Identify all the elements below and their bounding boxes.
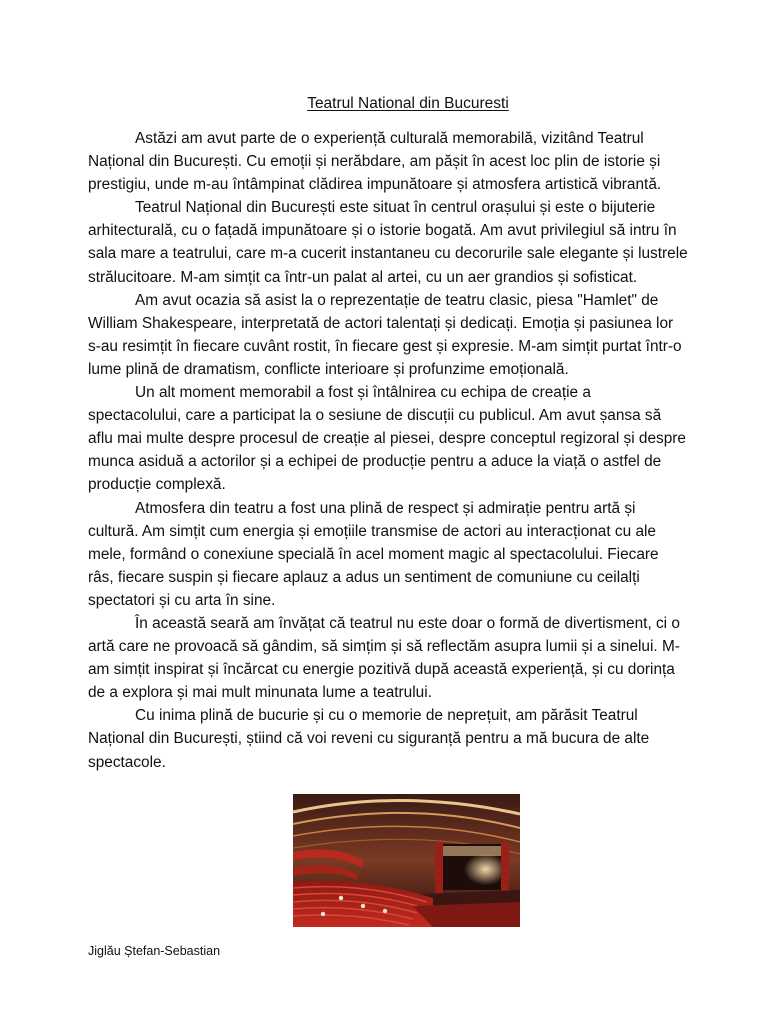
paragraph: Am avut ocazia să asist la o reprezentație de teatru clasic, piesa "Hamlet" de William Shakespeare, interpretată de actori talentați și dedicați. Emoția și pasiunea lor s-au resimțit în fiecare cuvânt rostit, în fiecare gest și expresie. M-am simțit purtat într-o lume plină de dramatism, conflicte interioare și profunzime emoțională. [88, 291, 682, 378]
paragraph: Teatrul Național din București este situat în centrul orașului și este o bijuterie arhitecturală, cu o fațadă impunătoare și o istorie bogată. Am avut privilegiul să intru în sala mare a teatrului, care m-a cucerit instantaneu cu decorurile sale elegante și lustrele strălucitoare. M-am simțit ca într-un palat al artei, cu un aer grandios și sofisticat. [88, 199, 688, 286]
paragraph: Atmosfera din teatru a fost una plină de respect și admirație pentru artă și cultură. Am simțit cum energia și emoțiile transmise de actori au interacționat cu ale mele, formând o conexiune specială în acel moment magic al spectacolului. Fiecare râs, fiecare suspin și fiecare aplauz a adus un sentiment de comuniune cu ceilalți spectatori și cu arta în sine. [88, 499, 659, 609]
paragraph: Astăzi am avut parte de o experiență culturală memorabilă, vizitând Teatrul Național din București. Cu emoții și nerăbdare, am pășit în acest loc plin de istorie și prestigiu, unde m-au întâmpinat clădirea impunătoare și atmosfera artistică vibrantă. [88, 130, 662, 194]
paragraph: Cu inima plină de bucurie și cu o memorie de neprețuit, am părăsit Teatrul Național din București, știind că voi reveni cu siguranță pentru a mă bucura de alte spectacole. [88, 707, 650, 771]
paragraph: Un alt moment memorabil a fost și întâlnirea cu echipa de creație a spectacolului, care a participat la o sesiune de discuții cu publicul. Am avut șansa să aflu mai multe despre procesul de creație al piesei, despre conceptul regizoral și despre munca asiduă a actorilor și a echipei de producție pentru a aduce la viață o astfel de producție complexă. [88, 384, 686, 494]
document-title: Teatrul National din Bucuresti [307, 95, 509, 112]
document-body [88, 127, 688, 774]
author-name: Jiglău Ștefan-Sebastian [88, 944, 221, 958]
theatre-hall-photo [293, 794, 520, 927]
paragraph: În această seară am învățat că teatrul nu este doar o formă de divertisment, ci o artă care ne provoacă să gândim, să simțim și să reflectăm asupra lumii și a sinelui. M-am simțit inspirat și încărcat cu energie pozitivă după această experiență, și cu dorința de a explora și mai mult minunata lume a teatrului. [88, 614, 680, 702]
